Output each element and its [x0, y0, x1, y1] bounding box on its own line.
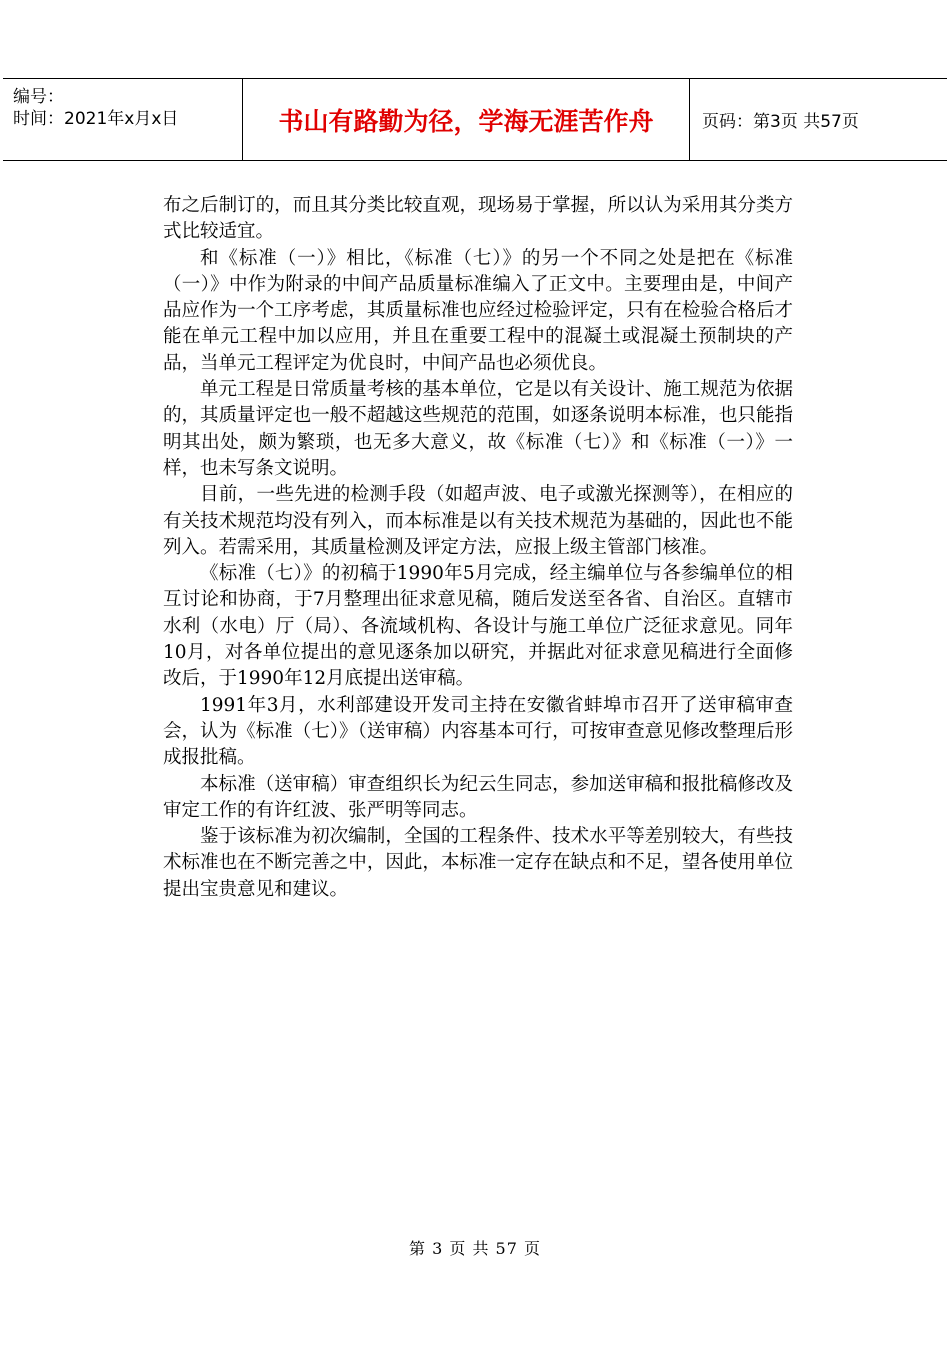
page-footer: 第 3 页 共 57 页	[409, 1239, 541, 1258]
paragraph: 鉴于该标准为初次编制，全国的工程条件、技术水平等差别较大，有些技术标准也在不断完善之中，因此，本标准一定存在缺点和不足，望各使用单位提出宝贵意见和建议。	[163, 826, 793, 900]
paragraph: 布之后制订的，而且其分类比较直观，现场易于掌握，所以认为采用其分类方式比较适宜。	[163, 195, 793, 243]
document-number-label: 编号：	[13, 87, 64, 107]
page-header	[3, 78, 947, 161]
paragraph: 《标准（七）》的初稿于1990年5月完成，经主编单位与各参编单位的相互讨论和协商，于7月整理出征求意见稿，随后发送至各省、自治区。直辖市水利（水电）厅（局）、各流域机构、各设计与施工单位广泛征求意见。同年10月，对各单位提出的意见逐条加以研究，并据此对征求意见稿进行全面修改后，于1990年12月底提出送审稿。	[163, 563, 793, 690]
paragraph: 1991年3月，水利部建设开发司主持在安徽省蚌埠市召开了送审稿审查会，认为《标准（七）》（送审稿）内容基本可行，可按审查意见修改整理后形成报批稿。	[163, 694, 793, 769]
header-motto-cell	[243, 79, 690, 160]
paragraph: 单元工程是日常质量考核的基本单位，它是以有关设计、施工规范为依据的，其质量评定也一般不超越这些规范的范围，如逐条说明本标准，也只能指明其出处，颇为繁琐，也无多大意义，故《标准（七）》和《标准（一）》一样，也未写条文说明。	[163, 379, 793, 479]
paragraph: 和《标准（一）》相比，《标准（七）》的另一个不同之处是把在《标准（一）》中作为附录的中间产品质量标准编入了正文中。主要理由是，中间产品应作为一个工序考虑，其质量标准也应经过检验评定，只有在检验合格后才能在单元工程中加以应用，并且在重要工程中的混凝土或混凝土预制块的产品，当单元工程评定为优良时，中间产品也必须优良。	[163, 247, 793, 374]
header-page-info: 页码：第3页 共57页	[702, 112, 859, 132]
header-meta-cell	[3, 79, 243, 160]
paragraph: 本标准（送审稿）审查组织长为纪云生同志，参加送审稿和报批稿修改及审定工作的有许红波、张严明等同志。	[163, 773, 793, 821]
header-page-cell	[690, 79, 947, 160]
header-motto: 书山有路勤为径，学海无涯苦作舟	[278, 106, 654, 136]
document-time-label: 时间：2021年x月x日	[13, 109, 179, 129]
paragraph: 目前，一些先进的检测手段（如超声波、电子或激光探测等），在相应的有关技术规范均没有列入，而本标准是以有关技术规范为基础的，因此也不能列入。若需采用，其质量检测及评定方法，应报上级主管部门核准。	[163, 484, 793, 558]
document-body	[163, 193, 793, 903]
